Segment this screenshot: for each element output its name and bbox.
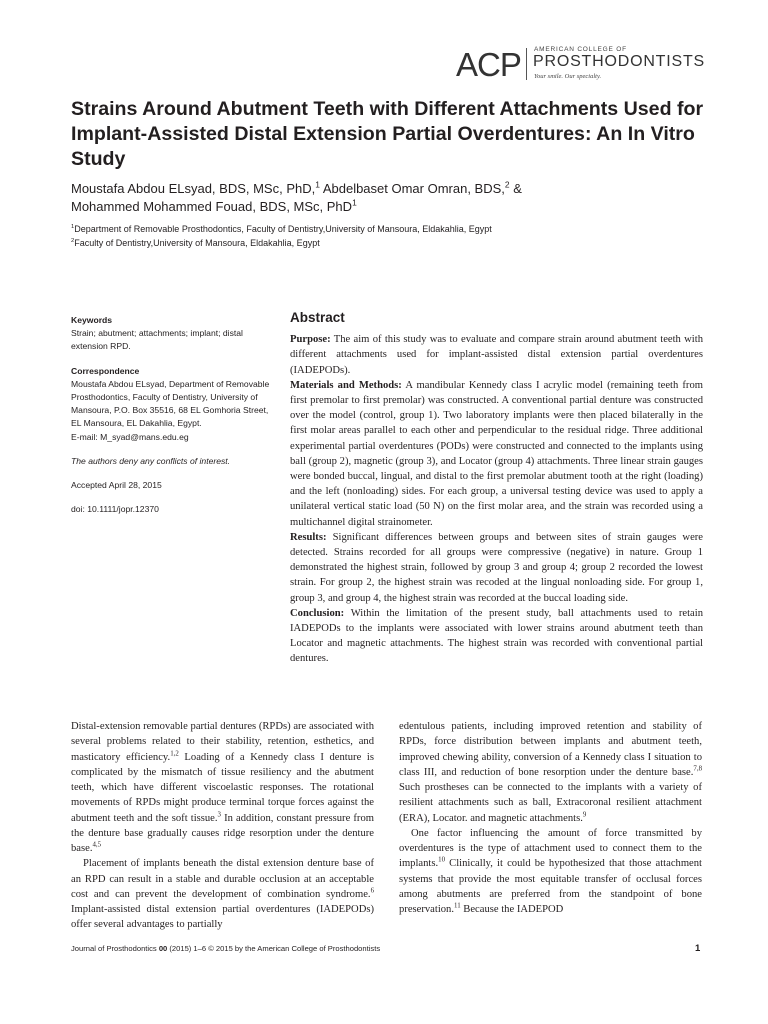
body-paragraph [399, 826, 702, 918]
page-number: 1 [695, 943, 701, 954]
keywords-text: Strain; abutment; attachments; implant; distal extension RPD. [71, 328, 243, 352]
affiliation-1 [71, 222, 721, 236]
footer-volume: 00 [158, 944, 168, 953]
abstract-conclusion [290, 606, 703, 667]
affiliation-2-marker: 2 [71, 238, 75, 244]
doi-link[interactable]: doi: 10.1111/jopr.12370 [71, 504, 159, 515]
body-text: edentulous patients, including improved retention and stability of RPDs, force distribution between implants and abutment teeth, improved chewing ability, conversion of a Kennedy class I situation to class III, and reduction of bone resorption under the denture base. [399, 721, 702, 778]
article-title: Strains Around Abutment Teeth with Different Attachments Used for Implant-Assisted Distal Extension Partial Overdentures: An In Vitro Study [71, 98, 704, 170]
citation-ref[interactable]: 11 [454, 902, 461, 910]
affiliation-1-marker: 1 [71, 224, 75, 230]
citation-ref[interactable]: 4,5 [92, 841, 102, 849]
conflicts-block [71, 455, 271, 468]
correspondence-heading: Correspondence [71, 365, 140, 376]
correspondence-address: Moustafa Abdou ELsyad, Department of Removable Prosthodontics, Faculty of Dentistry, University of Mansoura, P.O. Box 35516, 68 EL Gomhoria Street, EL Mansoura, EL Dakahlia, Egypt. [71, 378, 270, 429]
body-text: Such prostheses can be connected to the implants with a variety of resilient attachments such as ball, Extracoronal resilient attachment (ERA), Locator. and magnetic attachments. [399, 782, 702, 824]
methods-label: Materials and Methods: [290, 379, 402, 391]
affiliations [71, 222, 721, 250]
accepted-date: Accepted April 28, 2015 [71, 480, 162, 491]
abstract-heading: Abstract [290, 310, 345, 325]
purpose-label: Purpose: [290, 334, 331, 346]
affiliation-2-text: Faculty of Dentistry,University of Mansoura, Eldakahlia, Egypt [74, 238, 320, 248]
conclusion-label: Conclusion: [290, 607, 345, 619]
author-2-affil: 2 [504, 179, 510, 190]
doi-block [71, 503, 271, 516]
author-1: Moustafa Abdou ELsyad, BDS, MSc, PhD, [71, 181, 316, 196]
citation-ref[interactable]: 9 [582, 810, 587, 818]
conclusion-text: Within the limitation of the present study, ball attachments used to retain IADEPODs to the implants were associated with lower strains around abutment teeth than Locator and magnetic attachments. The highest strain was recorded with conventional partial dentures. [290, 607, 703, 665]
acp-logo [456, 44, 706, 84]
body-text: Distal-extension removable partial dentures (RPDs) are associated with several problems related to their stability, retention, esthetics, and masticatory efficiency. [71, 721, 374, 763]
logo-tagline: Your smile. Our specialty. [534, 73, 602, 80]
abstract-results [290, 530, 703, 606]
article-info-sidebar [71, 314, 271, 527]
body-text: Placement of implants beneath the distal extension denture base of an RPD can result in a stable and durable occlusion at an acceptable cost and can prevent the development of combination syndrome. [71, 858, 374, 900]
keywords-heading: Keywords [71, 315, 113, 325]
citation-ref[interactable]: 10 [438, 856, 446, 864]
affiliation-2 [71, 236, 721, 250]
author-1-affil: 1 [315, 179, 320, 190]
results-text: Significant differences between groups and between sites of strain gauges were detected. Strains recorded for all groups were compressive (negative) in nature. Group 1 demonstrated the highest strain, followed by group 3 and group 4; group 2 recorded the lowest strain. For group 2, the highest strain was recoded at the lingual nonloading side. For group 1, group 3, and group 4, the highest strain was recorded at the buccal loading side. [290, 531, 704, 604]
body-text: Because the IADEPOD [460, 904, 564, 915]
body-paragraph [71, 719, 374, 856]
footer-journal: Journal of Prosthodontics [71, 944, 159, 953]
page-footer [71, 944, 380, 953]
body-column-left [71, 719, 374, 933]
body-text: One factor influencing the amount of force transmitted by overdentures is the type of attachment used to connect them to the implants. [399, 827, 702, 870]
citation-ref[interactable]: 6 [370, 887, 374, 895]
purpose-text: The aim of this study was to evaluate and compare strain around abutment teeth with different attachments used for implant-assisted distal extension partial overdentures (IADEPODs). [290, 334, 703, 376]
body-text: In addition, constant pressure from the denture base gradually causes ridge resorption under the denture base. [71, 812, 374, 854]
citation-ref[interactable]: 1,2 [170, 749, 179, 757]
footer-details: (2015) 1–6 © 2015 by the American College of Prosthodontists [167, 944, 381, 953]
body-paragraph [71, 856, 374, 932]
citation-ref[interactable]: 7,8 [693, 765, 702, 773]
keywords-block [71, 314, 271, 354]
results-label: Results: [290, 531, 327, 543]
citation-ref[interactable]: 3 [217, 810, 221, 818]
conflicts-statement: The authors deny any conflicts of interest. [71, 455, 231, 466]
author-3: Mohammed Mohammed Fouad, BDS, MSc, PhD [71, 199, 353, 214]
abstract-section [290, 310, 703, 667]
body-text: Loading of a Kennedy class I denture is complicated by the mismatch of tissue resiliency and the abutment teeth, which have different viscoelastic responses. The rotational movements of RPDs might produce terminal torque forces against the abutment teeth and the soft tissue. [71, 751, 374, 824]
logo-org-name: PROSTHODONTISTS [533, 53, 706, 70]
body-text: Implant-assisted distal extension partial overdentures (IADEPODs) offer several advantages to partially [71, 904, 374, 931]
accepted-block [71, 479, 271, 492]
affiliation-1-text: Department of Removable Prosthodontics, Faculty of Dentistry,University of Mansoura, Eldakahlia, Egypt [74, 224, 492, 234]
abstract-purpose [290, 332, 703, 378]
author-3-affil: 1 [352, 197, 357, 208]
logo-org-small: AMERICAN COLLEGE OF [534, 46, 627, 53]
abstract-methods [290, 378, 703, 530]
acp-logo-mark: ACP [456, 46, 521, 83]
author-ampersand: & [509, 181, 522, 196]
correspondence-block [71, 365, 271, 444]
body-column-right [399, 719, 702, 917]
body-paragraph [399, 719, 702, 826]
methods-text: A mandibular Kennedy class I acrylic model (remaining teeth from first premolar to first premolar) was constructed. A conventional partial denture was constructed over the model (control, group 1). Two laboratory implants were then placed bilaterally in the first molar areas parallel to each other and perpendicular to the residual ridge. Three additional experimental partial overdentures (PODs) were constructed and connected to the implants using ball (group 2), magnetic (group 3), and Locator (group 4) attachments. Three linear strain gauges were bonded buccal, lingual, and distal to the first premolar abutment tooth at the right (loading) and the left (nonloading) sides. For each group, a universal testing device was used to apply a unilateral vertical static load (50 N) on the first molar area, and the strain was recorded using a multichannel digital strainometer. [290, 379, 703, 528]
logo-divider [526, 48, 527, 80]
author-list [71, 180, 721, 216]
body-text: Clinically, it could be hypothesized that those attachment systems that provide the most equitable transfer of occlusal forces among abutments are preferred from the standpoint of bone preservation. [399, 858, 702, 915]
author-2: Abdelbaset Omar Omran, BDS, [319, 181, 505, 196]
correspondence-email[interactable]: E-mail: M_syad@mans.edu.eg [71, 431, 189, 442]
